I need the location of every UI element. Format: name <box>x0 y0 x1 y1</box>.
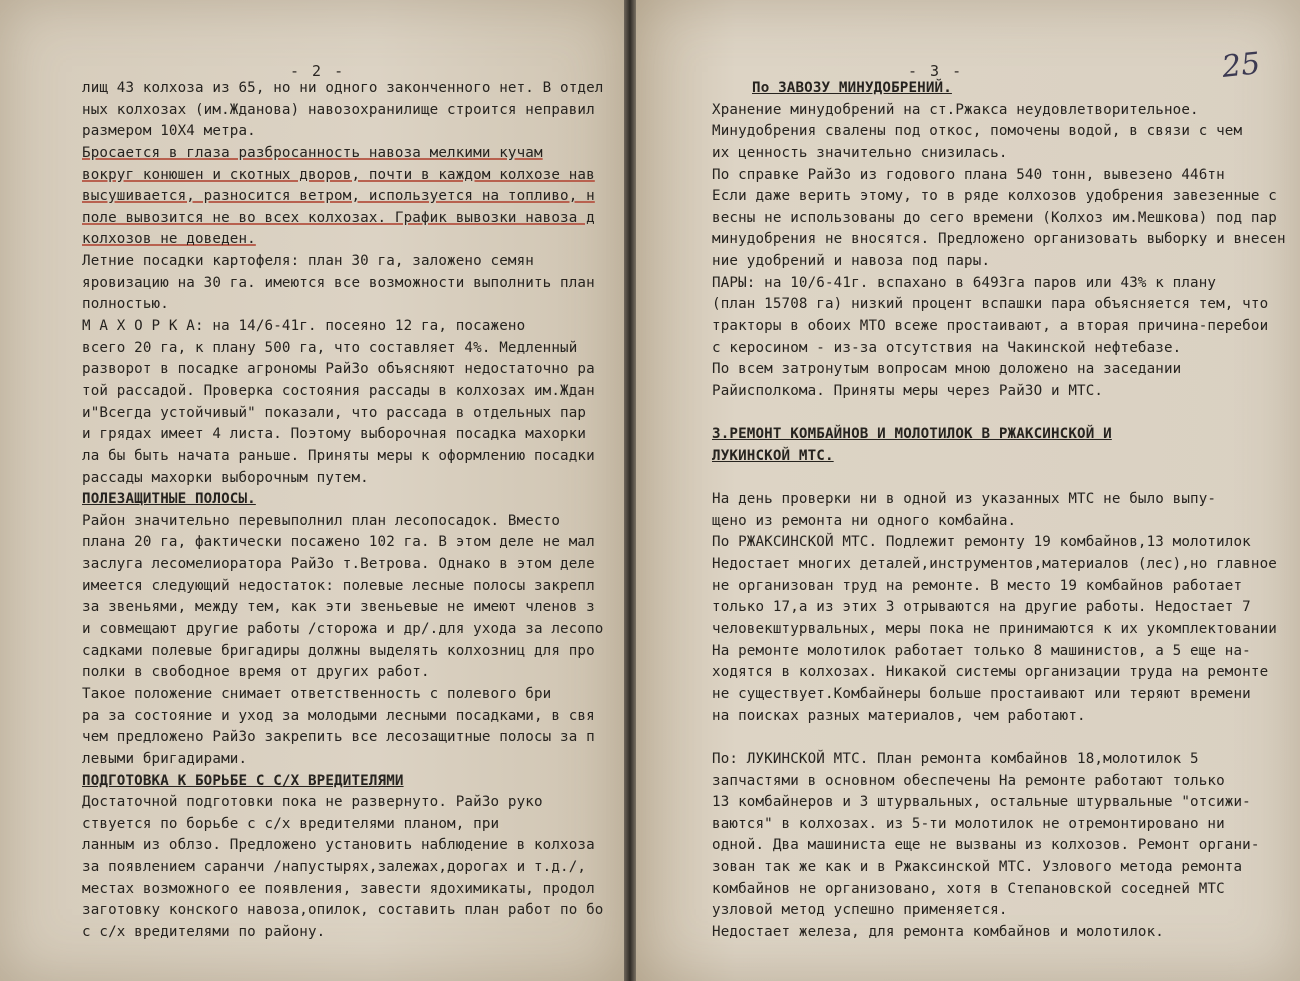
text-line: колхозов не доведен. <box>82 231 256 248</box>
text-line: Бросается в глаза разбросанность навоза мелкими кучам <box>82 144 543 161</box>
text-line: той рассадой. Проверка состояния рассады в колхозах им.Ждан <box>82 382 595 399</box>
text-line: вокруг конюшен и скотных дворов, почти в каждом колхозе нав <box>82 166 595 183</box>
text-line: ла бы быть начата раньше. Приняты меры к оформлению посадки <box>82 447 595 464</box>
text-line: поле вывозится не во всех колхозах. График вывозки навоза д <box>82 209 595 226</box>
book-spine <box>624 0 636 981</box>
text-line: Хранение минудобрений на ст.Ржакса неудовлетворительное. <box>712 101 1199 118</box>
text-line: их ценность значительно снизилась. <box>712 144 1008 161</box>
text-line: комбайнов не организовано, хотя в Степановской соседней МТС <box>712 880 1225 897</box>
text-line: ланным из облзо. Предложено установить наблюдение в колхоза <box>82 837 595 854</box>
text-line: ПАРЫ: на 10/6-41г. вспахано в 6493га паров или 43% к плану <box>712 274 1217 291</box>
text-line: Район значительно перевыполнил план лесопосадок. Вместо <box>82 512 561 529</box>
text-line: тракторы в обоих МТО всеже простаивают, а вторая причина-перебои <box>712 318 1269 335</box>
text-line: рассады махорки выборочным путем. <box>82 469 369 486</box>
text-line: ваются" в колхозах. из 5-ти молотилок не отремонтировано ни <box>712 815 1225 832</box>
text-line: узловой метод успешно применяется. <box>712 902 1008 919</box>
text-line: (план 15708 га) низкий процент вспашки пара объясняется тем, что <box>712 296 1269 313</box>
text-line: только 17,а из этих 3 отрываются на другие работы. Недостает 7 <box>712 599 1251 616</box>
text-line: чем предложено РайЗо закрепить все лесозащитные полосы за п <box>82 729 595 746</box>
text-line: и"Всегда устойчивый" показали, что рассада в отдельных пар <box>82 404 587 421</box>
text-line: яровизацию на 30 га. имеются все возможности выполнить план <box>82 274 595 291</box>
text-line: за появлением саранчи /напустырях,залежах,дорогах и т.д./, <box>82 859 587 876</box>
text-line: ных колхозах (им.Жданова) навозохранилище строится неправил <box>82 101 595 118</box>
text-line: и грядах имеет 4 листа. Поэтому выборочная посадка махорки <box>82 426 587 443</box>
text-line: М А Х О Р К А: на 14/6-41г. посеяно 12 га, посажено <box>82 318 526 335</box>
text-line: По: ЛУКИНСКОЙ МТС. План ремонта комбайнов 18,молотилок 5 <box>712 750 1199 767</box>
text-line: плана 20 га, фактически посажено 102 га. В этом деле не мал <box>82 534 595 551</box>
text-line: зован так же как и в Ржаксинской МТС. Узлового метода ремонта <box>712 859 1243 876</box>
section-heading: По ЗАВОЗУ МИНУДОБРЕНИЙ. <box>752 80 952 96</box>
text-line: ствуется по борьбе с с/х вредителями планом, при <box>82 815 500 832</box>
text-line: на поисках разных материалов, чем работают. <box>712 707 1086 724</box>
text-line: не организован труд на ремонте. В место 19 комбайнов работает <box>712 577 1243 594</box>
section-heading: ПОЛЕЗАЩИТНЫЕ ПОЛОСЫ. <box>82 491 256 508</box>
text-line: ние удобрений и навоза под пары. <box>712 253 991 270</box>
text-line: ра за состояние и уход за молодыми лесными посадками, в свя <box>82 707 595 724</box>
page-number: - 3 - <box>908 62 964 80</box>
text-line: Если даже верить этому, то в ряде колхозов удобрения завезенные с <box>712 188 1277 205</box>
archive-folio-number: 25 <box>1220 46 1262 85</box>
text-line: щено из ремонта ни одного комбайна. <box>712 512 1017 529</box>
text-line: заслуга лесомелиоратора РайЗо т.Ветрова. Однако в этом деле <box>82 556 595 573</box>
text-line: полки в свободное время от других работ. <box>82 664 430 681</box>
text-line: Райисполкома. Приняты меры через РайЗО и МТС. <box>712 382 1104 399</box>
text-line: Недостает железа, для ремонта комбайнов и молотилок. <box>712 923 1164 940</box>
text-line: человекштурвальных, меры пока не принимаются к их укомплектовании <box>712 621 1277 638</box>
text-line: 13 комбайнеров и 3 штурвальных, остальные штурвальные "отсижи- <box>712 794 1251 811</box>
text-line: и совмещают другие работы /сторожа и др/.для ухода за лесопо <box>82 621 604 638</box>
right-text-body <box>712 78 1300 944</box>
section-heading: ЛУКИНСКОЙ МТС. <box>712 447 834 464</box>
blank-line <box>712 727 1300 749</box>
text-line: По РЖАКСИНСКОЙ МТС. Подлежит ремонту 19 комбайнов,13 молотилок <box>712 534 1251 551</box>
text-line: ходятся в колхозах. Никакой системы организации труда на ремонте <box>712 664 1269 681</box>
text-line: с с/х вредителями по району. <box>82 923 326 940</box>
section-heading: 3.РЕМОНТ КОМБАЙНОВ И МОЛОТИЛОК В РЖАКСИНСКОЙ И <box>712 426 1112 443</box>
left-page <box>0 0 624 981</box>
text-line: размером 10Х4 метра. <box>82 123 256 140</box>
text-line: местах возможного ее появления, завести ядохимикаты, продол <box>82 880 595 897</box>
section-heading: ПОДГОТОВКА К БОРЬБЕ С С/Х ВРЕДИТЕЛЯМИ <box>82 772 404 789</box>
text-line: На день проверки ни в одной из указанных МТС не было выпу- <box>712 491 1217 508</box>
text-line: садками полевые бригадиры должны выделять колхозниц для про <box>82 642 595 659</box>
text-line: По всем затронутым вопросам мною доложено на заседании <box>712 361 1182 378</box>
text-line: лищ 43 колхоза из 65, но ни одного законченного нет. В отдел <box>82 80 604 96</box>
text-line: Минудобрения свалены под откос, помочены водой, в связи с чем <box>712 123 1243 140</box>
blank-line <box>712 403 1300 425</box>
text-line: не существует.Комбайнеры больше простаивают или теряют времени <box>712 685 1251 702</box>
text-line: запчастями в основном обеспечены На ремонте работают только <box>712 772 1225 789</box>
text-line: всего 20 га, к плану 500 га, что составляет 4%. Медленный <box>82 339 578 356</box>
page-number: - 2 - <box>290 62 346 80</box>
text-line: высушивается, разносится ветром, используется на топливо, н <box>82 188 595 205</box>
text-line: одной. Два машиниста еще не вызваны из колхозов. Ремонт органи- <box>712 837 1260 854</box>
text-line: Недостает многих деталей,инструментов,материалов (лес),но главное <box>712 556 1277 573</box>
text-line: разворот в посадке агрономы РайЗо объясняют недостаточно ра <box>82 361 595 378</box>
text-line: Летние посадки картофеля: план 30 га, заложено семян <box>82 253 534 270</box>
text-line: По справке РайЗо из годового плана 540 тонн, вывезено 446тн <box>712 166 1225 183</box>
text-line: весны не использованы до сего времени (Колхоз им.Мешкова) под пар <box>712 209 1277 226</box>
text-line: Достаточной подготовки пока не развернуто. РайЗо руко <box>82 794 543 811</box>
text-line: с керосином - из-за отсутствия на Чакинской нефтебазе. <box>712 339 1182 356</box>
text-line: имеется следующий недостаток: полевые лесные полосы закрепл <box>82 577 595 594</box>
text-line: минудобрения не вносятся. Предложено организовать выборку и внесен <box>712 231 1286 248</box>
blank-line <box>712 468 1300 490</box>
text-line: На ремонте молотилок работает только 8 машинистов, а 5 еще на- <box>712 642 1251 659</box>
text-line: за звеньями, между тем, как эти звеньевые не имеют членов з <box>82 599 595 616</box>
left-text-body <box>82 78 624 944</box>
text-line: полностью. <box>82 296 169 313</box>
text-line: Такое положение снимает ответственность с полевого бри <box>82 685 552 702</box>
right-page <box>636 0 1300 981</box>
text-line: левыми бригадирами. <box>82 750 248 767</box>
text-line: заготовку конского навоза,опилок, составить план работ по бо <box>82 902 604 919</box>
